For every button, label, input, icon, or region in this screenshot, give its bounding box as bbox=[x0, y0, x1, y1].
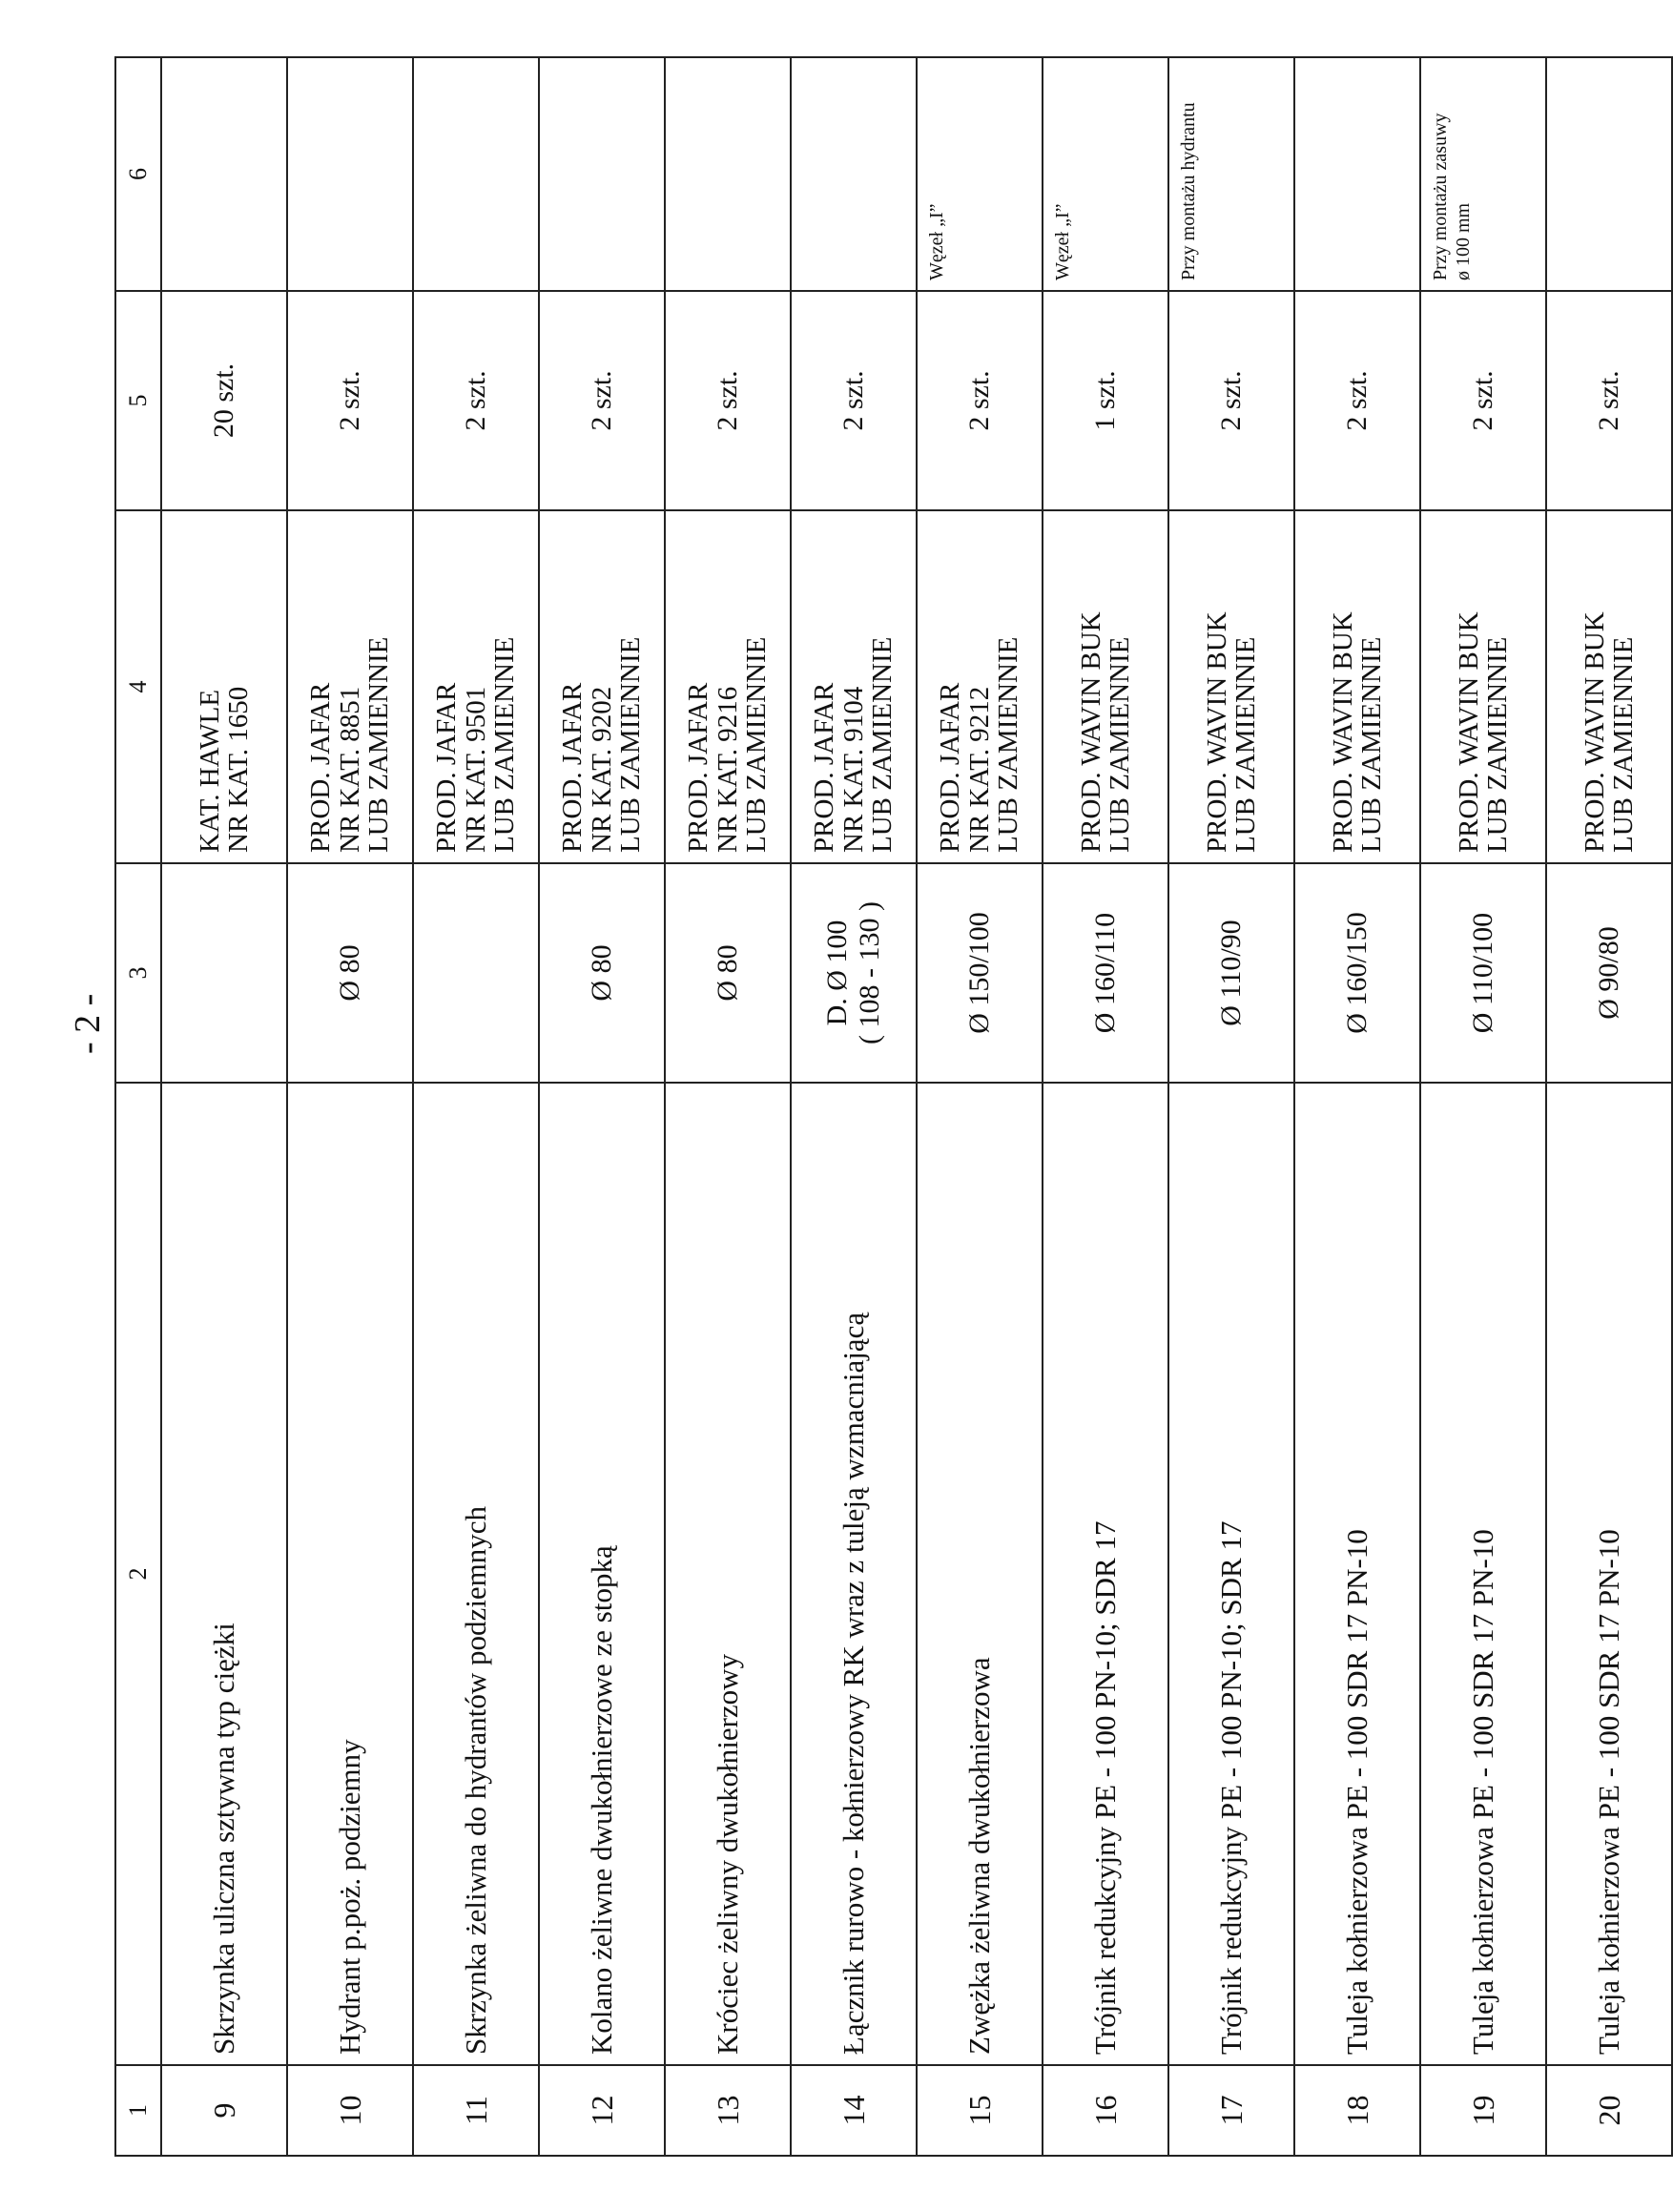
row-number: 18 bbox=[1294, 2065, 1420, 2156]
item-note bbox=[917, 57, 1043, 291]
col-header-3: 3 bbox=[115, 863, 161, 1083]
item-producer bbox=[1546, 510, 1672, 863]
row-number: 20 bbox=[1546, 2065, 1672, 2156]
item-producer bbox=[1043, 510, 1168, 863]
item-dimension bbox=[791, 863, 917, 1083]
item-dimension bbox=[1294, 863, 1420, 1083]
col-header-4: 4 bbox=[115, 510, 161, 863]
item-producer-line: PROD. JAFAR bbox=[809, 682, 840, 853]
item-dimension bbox=[539, 863, 665, 1083]
row-number: 12 bbox=[539, 2065, 665, 2156]
item-note bbox=[161, 57, 287, 291]
item-note bbox=[1546, 57, 1672, 291]
item-quantity: 2 szt. bbox=[1420, 291, 1546, 510]
item-dimension bbox=[287, 863, 413, 1083]
table-row bbox=[917, 57, 1043, 2156]
item-dimension bbox=[1420, 863, 1546, 1083]
row-number: 13 bbox=[665, 2065, 791, 2156]
item-note bbox=[1168, 57, 1294, 291]
item-note bbox=[1294, 57, 1420, 291]
item-producer-line: NR KAT. 9216 bbox=[712, 686, 743, 853]
item-producer-line: PROD. WAVIN BUK bbox=[1579, 611, 1610, 853]
table-row bbox=[1420, 57, 1546, 2156]
item-quantity: 2 szt. bbox=[539, 291, 665, 510]
item-producer-line: KAT. HAWLE bbox=[194, 689, 225, 853]
item-producer-line: PROD. JAFAR bbox=[935, 682, 966, 853]
row-number: 19 bbox=[1420, 2065, 1546, 2156]
item-dimension-line: Ø 110/90 bbox=[1214, 920, 1247, 1026]
item-producer-line: LUB ZAMIENNIE bbox=[1608, 636, 1639, 853]
col-header-6: 6 bbox=[115, 57, 161, 291]
item-name: Króciec żeliwny dwukołnierzowy bbox=[665, 1083, 791, 2065]
item-producer-line: LUB ZAMIENNIE bbox=[741, 636, 773, 853]
item-producer-line: LUB ZAMIENNIE bbox=[363, 636, 395, 853]
col-header-1: 1 bbox=[115, 2065, 161, 2156]
table-row bbox=[161, 57, 287, 2156]
item-name: Tuleja kołnierzowa PE - 100 SDR 17 PN-10 bbox=[1294, 1083, 1420, 2065]
item-producer-line: NR KAT. 1650 bbox=[223, 686, 254, 853]
col-header-5: 5 bbox=[115, 291, 161, 510]
item-producer bbox=[791, 510, 917, 863]
item-note-line: Przy montażu zasuwy bbox=[1430, 113, 1451, 280]
item-name: Tuleja kołnierzowa PE - 100 SDR 17 PN-10 bbox=[1546, 1083, 1672, 2065]
item-dimension-line: Ø 80 bbox=[711, 944, 743, 1002]
item-producer bbox=[413, 510, 539, 863]
item-note bbox=[413, 57, 539, 291]
item-name: Tuleja kołnierzowa PE - 100 SDR 17 PN-10 bbox=[1420, 1083, 1546, 2065]
item-producer bbox=[917, 510, 1043, 863]
item-name: Trójnik redukcyjny PE - 100 PN-10; SDR 17 bbox=[1043, 1083, 1168, 2065]
item-producer-line: PROD. WAVIN BUK bbox=[1327, 611, 1358, 853]
item-note bbox=[539, 57, 665, 291]
item-dimension-line: Ø 150/100 bbox=[962, 912, 995, 1034]
item-name: Hydrant p.poż. podziemny bbox=[287, 1083, 413, 2065]
item-dimension-line: Ø 90/80 bbox=[1592, 926, 1624, 1020]
item-producer-line: PROD. JAFAR bbox=[557, 682, 589, 853]
item-producer-line: PROD. WAVIN BUK bbox=[1453, 611, 1484, 853]
item-producer bbox=[287, 510, 413, 863]
page-number: - 2 - bbox=[68, 993, 108, 1054]
item-dimension-line: D. Ø 100 bbox=[820, 920, 853, 1026]
item-producer-line: NR KAT. 9501 bbox=[460, 686, 491, 853]
item-note bbox=[1420, 57, 1546, 291]
table-row bbox=[1168, 57, 1294, 2156]
item-producer bbox=[1294, 510, 1420, 863]
table-row bbox=[1546, 57, 1672, 2156]
item-producer-line: LUB ZAMIENNIE bbox=[1482, 636, 1513, 853]
item-dimension bbox=[917, 863, 1043, 1083]
item-producer-line: LUB ZAMIENNIE bbox=[1230, 636, 1261, 853]
item-quantity: 20 szt. bbox=[161, 291, 287, 510]
item-producer-line: PROD. JAFAR bbox=[431, 682, 463, 853]
row-number: 11 bbox=[413, 2065, 539, 2156]
item-producer-line: NR KAT. 9212 bbox=[963, 686, 995, 853]
header-row bbox=[115, 57, 161, 2156]
item-quantity: 2 szt. bbox=[1294, 291, 1420, 510]
item-producer-line: LUB ZAMIENNIE bbox=[1105, 636, 1135, 853]
item-dimension bbox=[1546, 863, 1672, 1083]
item-producer-line: PROD. JAFAR bbox=[305, 682, 337, 853]
item-dimension bbox=[413, 863, 539, 1083]
item-producer-line: LUB ZAMIENNIE bbox=[1356, 636, 1387, 853]
item-dimension bbox=[1043, 863, 1168, 1083]
item-quantity: 2 szt. bbox=[287, 291, 413, 510]
materials-table bbox=[114, 56, 1673, 2157]
item-producer bbox=[539, 510, 665, 863]
item-name: Zwężka żeliwna dwukołnierzowa bbox=[917, 1083, 1043, 2065]
table-row bbox=[665, 57, 791, 2156]
item-quantity: 2 szt. bbox=[917, 291, 1043, 510]
item-producer-line: LUB ZAMIENNIE bbox=[867, 636, 898, 853]
item-name: Trójnik redukcyjny PE - 100 PN-10; SDR 17 bbox=[1168, 1083, 1294, 2065]
item-producer-line: LUB ZAMIENNIE bbox=[489, 636, 521, 853]
table-row bbox=[413, 57, 539, 2156]
item-producer bbox=[1420, 510, 1546, 863]
item-quantity: 2 szt. bbox=[665, 291, 791, 510]
item-dimension bbox=[665, 863, 791, 1083]
item-producer-line: PROD. JAFAR bbox=[683, 682, 714, 853]
item-dimension-line: Ø 160/110 bbox=[1088, 912, 1121, 1034]
item-producer bbox=[665, 510, 791, 863]
item-dimension bbox=[1168, 863, 1294, 1083]
item-quantity: 2 szt. bbox=[413, 291, 539, 510]
table-row bbox=[287, 57, 413, 2156]
item-producer-line: NR KAT. 9104 bbox=[837, 686, 869, 853]
item-name: Łącznik rurowo - kołnierzowy RK wraz z tuleją wzmacniającą bbox=[791, 1083, 917, 2065]
col-header-2: 2 bbox=[115, 1083, 161, 2065]
item-name: Kolano żeliwne dwukołnierzowe ze stopką bbox=[539, 1083, 665, 2065]
item-note-line: Węzeł „I” bbox=[926, 203, 947, 280]
item-quantity: 1 szt. bbox=[1043, 291, 1168, 510]
item-note-line: Węzeł „I” bbox=[1052, 203, 1073, 280]
item-note bbox=[665, 57, 791, 291]
item-note-line: Przy montażu hydrantu bbox=[1178, 102, 1199, 280]
item-quantity: 2 szt. bbox=[1168, 291, 1294, 510]
item-name: Skrzynka żeliwna do hydrantów podziemnych bbox=[413, 1083, 539, 2065]
item-producer bbox=[161, 510, 287, 863]
item-name: Skrzynka uliczna sztywna typ ciężki bbox=[161, 1083, 287, 2065]
item-quantity: 2 szt. bbox=[1546, 291, 1672, 510]
item-producer bbox=[1168, 510, 1294, 863]
row-number: 14 bbox=[791, 2065, 917, 2156]
item-dimension-line: Ø 80 bbox=[585, 944, 617, 1002]
row-number: 15 bbox=[917, 2065, 1043, 2156]
item-note bbox=[791, 57, 917, 291]
item-note bbox=[1043, 57, 1168, 291]
item-producer-line: NR KAT. 9202 bbox=[586, 686, 617, 853]
table-row bbox=[1294, 57, 1420, 2156]
item-dimension-line: ( 108 - 130 ) bbox=[854, 901, 885, 1044]
row-number: 16 bbox=[1043, 2065, 1168, 2156]
item-dimension-line: Ø 80 bbox=[333, 944, 365, 1002]
item-producer-line: PROD. WAVIN BUK bbox=[1075, 611, 1106, 853]
table-row bbox=[1043, 57, 1168, 2156]
row-number: 17 bbox=[1168, 2065, 1294, 2156]
item-producer-line: PROD. WAVIN BUK bbox=[1201, 611, 1232, 853]
item-quantity: 2 szt. bbox=[791, 291, 917, 510]
item-note bbox=[287, 57, 413, 291]
item-producer-line: NR KAT. 8851 bbox=[334, 686, 365, 853]
item-dimension-line: Ø 110/100 bbox=[1466, 912, 1498, 1034]
row-number: 9 bbox=[161, 2065, 287, 2156]
item-producer-line: LUB ZAMIENNIE bbox=[615, 636, 647, 853]
table-row bbox=[539, 57, 665, 2156]
item-note-line: ø 100 mm bbox=[1453, 202, 1474, 280]
item-dimension bbox=[161, 863, 287, 1083]
item-producer-line: LUB ZAMIENNIE bbox=[993, 636, 1024, 853]
item-dimension-line: Ø 160/150 bbox=[1340, 912, 1373, 1034]
row-number: 10 bbox=[287, 2065, 413, 2156]
table-row bbox=[791, 57, 917, 2156]
